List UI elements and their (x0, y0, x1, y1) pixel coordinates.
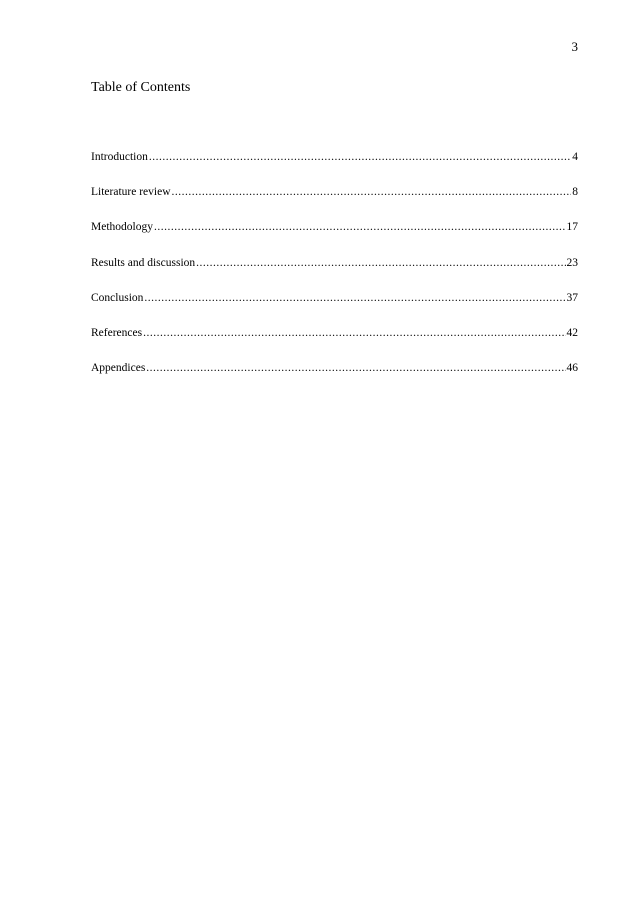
toc-entry-label: Appendices (91, 362, 146, 375)
dot-leader (154, 219, 566, 235)
toc-list (91, 149, 578, 395)
toc-entry-page: 46 (566, 362, 578, 375)
dot-leader (143, 325, 565, 341)
toc-entry-label: Introduction (91, 151, 148, 163)
toc-entry-page: 23 (566, 256, 578, 269)
toc-entry-label: References (91, 326, 143, 339)
dot-leader (146, 360, 565, 376)
toc-entry-conclusion[interactable] (91, 290, 578, 325)
toc-entry-label: Literature review (91, 186, 171, 199)
dot-leader (196, 255, 565, 271)
toc-entry-appendices[interactable] (91, 360, 578, 395)
toc-entry-page: 17 (566, 221, 578, 234)
dot-leader (149, 149, 571, 165)
toc-entry-label: Results and discussion (91, 256, 196, 269)
toc-entry-introduction[interactable] (91, 149, 578, 184)
toc-entry-page: 4 (572, 151, 578, 163)
dot-leader (144, 290, 565, 306)
toc-entry-label: Methodology (91, 221, 153, 234)
toc-entry-references[interactable] (91, 325, 578, 360)
toc-entry-page: 42 (566, 326, 578, 339)
toc-entry-page: 8 (572, 186, 578, 199)
dot-leader (172, 184, 572, 200)
toc-entry-literature-review[interactable] (91, 184, 578, 219)
toc-entry-results-and-discussion[interactable] (91, 255, 578, 290)
toc-title: Table of Contents (91, 80, 191, 95)
toc-entry-page: 37 (566, 291, 578, 304)
toc-entry-methodology[interactable] (91, 219, 578, 254)
page-number: 3 (571, 39, 578, 54)
toc-entry-label: Conclusion (91, 291, 144, 304)
